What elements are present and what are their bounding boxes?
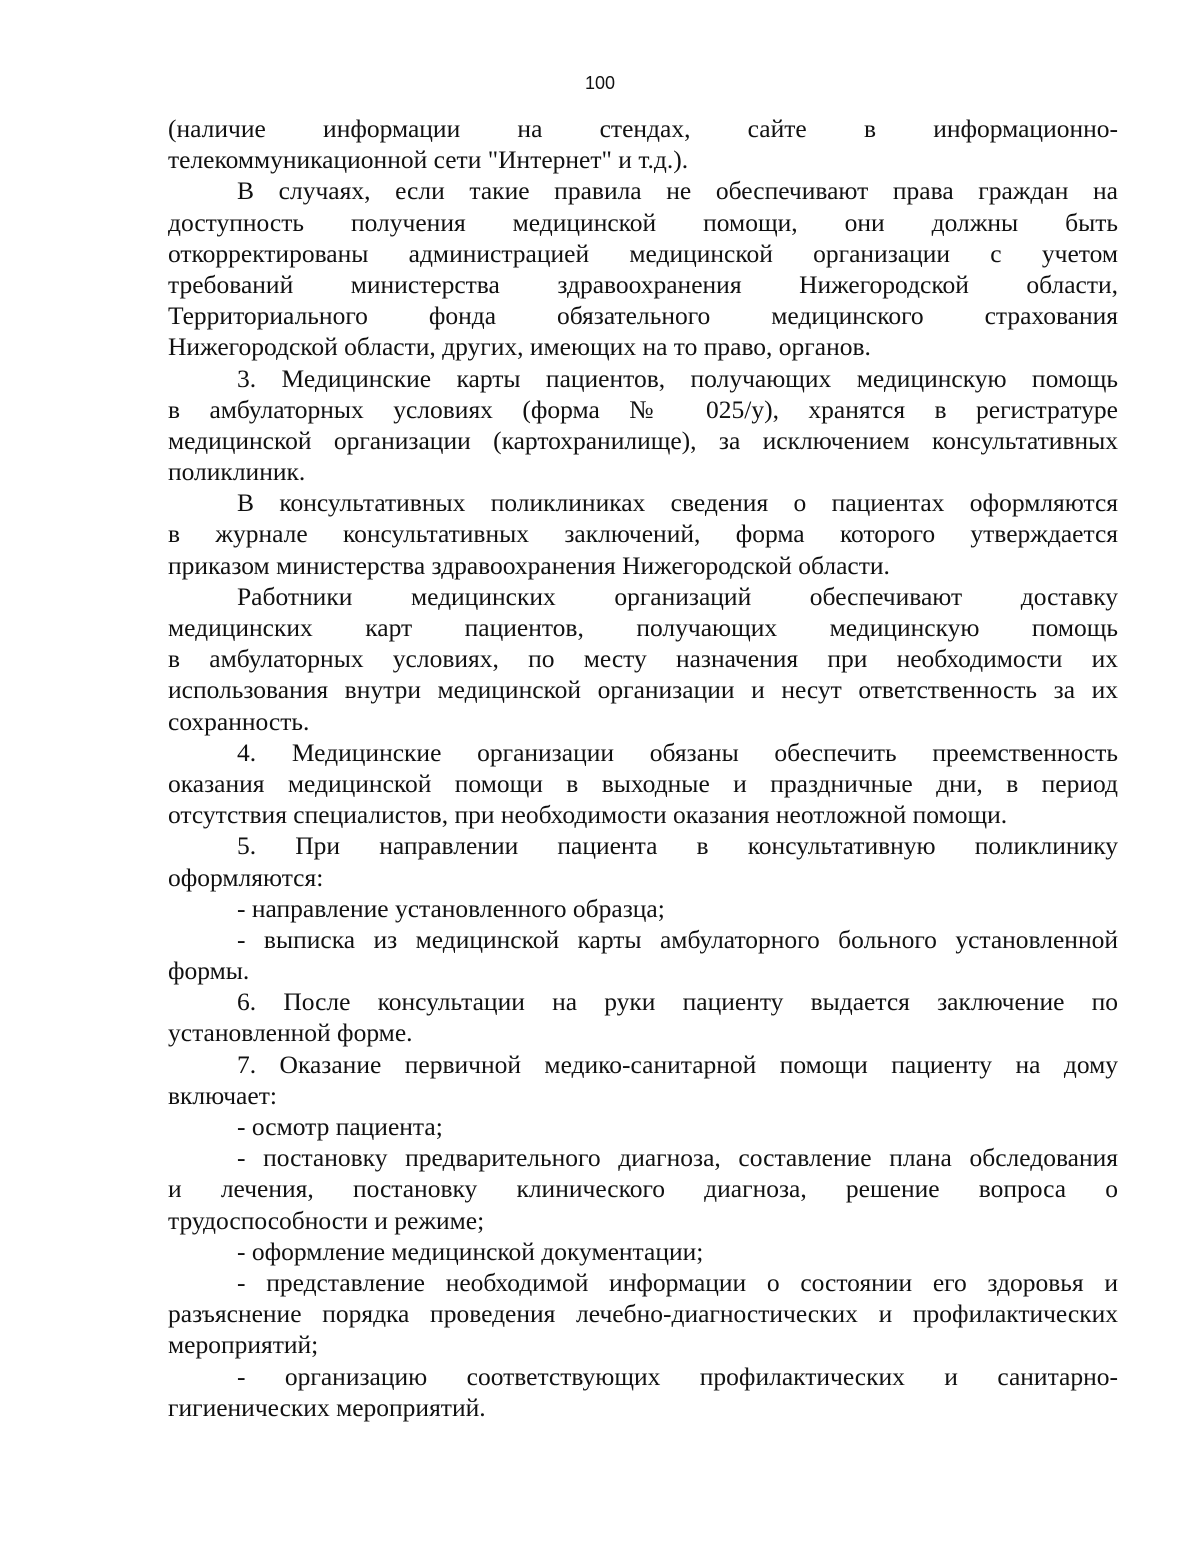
text-line: мероприятий; bbox=[168, 1330, 319, 1360]
text-line: Нижегородской области, других, имеющих на то право, органов. bbox=[168, 332, 871, 362]
text-line: сохранность. bbox=[168, 706, 310, 736]
text-line: оказания медицинской помощи в выходные и праздничные дни, в период bbox=[168, 768, 1118, 798]
text-line: доступность получения медицинской помощи, они должны быть bbox=[168, 207, 1118, 237]
text-line: использования внутри медицинской организации и несут ответственность за их bbox=[168, 675, 1118, 705]
text-line: требований министерства здравоохранения Нижегородской области, bbox=[168, 269, 1118, 299]
text-line: в журнале консультативных заключений, форма которого утверждается bbox=[168, 519, 1118, 549]
text-line: откорректированы администрацией медицинской организации с учетом bbox=[168, 238, 1118, 268]
text-line: Работники медицинских организаций обеспечивают доставку bbox=[237, 581, 1118, 611]
text-line: Территориального фонда обязательного медицинского страхования bbox=[168, 301, 1118, 331]
text-line: телекоммуникационной сети "Интернет" и т.д.). bbox=[168, 145, 689, 175]
text-line: - оформление медицинской документации; bbox=[237, 1236, 704, 1266]
text-line: (наличие информации на стендах, сайте в информационно- bbox=[168, 114, 1118, 143]
text-line: в амбулаторных условиях (форма № 025/у), хранятся в регистратуре bbox=[168, 394, 1118, 424]
text-line: поликлиник. bbox=[168, 457, 306, 487]
text-line: медицинских карт пациентов, получающих медицинскую помощь bbox=[168, 613, 1118, 642]
text-line: гигиенических мероприятий. bbox=[168, 1392, 486, 1422]
text-line: - представление необходимой информации о состоянии его здоровья и bbox=[237, 1267, 1118, 1297]
text-line: В случаях, если такие правила не обеспечивают права граждан на bbox=[237, 176, 1118, 206]
text-line: и лечения, постановку клинического диагноза, решение вопроса о bbox=[168, 1174, 1118, 1204]
text-line: отсутствия специалистов, при необходимости оказания неотложной помощи. bbox=[168, 800, 1008, 830]
text-line: формы. bbox=[168, 956, 250, 986]
text-line: трудоспособности и режиме; bbox=[168, 1205, 485, 1235]
text-line: разъяснение порядка проведения лечебно-диагностических и профилактических bbox=[168, 1299, 1118, 1329]
text-line: медицинской организации (картохранилище), за исключением консультативных bbox=[168, 425, 1118, 455]
page-number: 100 bbox=[584, 73, 616, 93]
text-line: 3. Медицинские карты пациентов, получающих медицинскую помощь bbox=[237, 363, 1118, 393]
text-line: 4. Медицинские организации обязаны обеспечить преемственность bbox=[237, 737, 1118, 767]
text-line: в амбулаторных условиях, по месту назначения при необходимости их bbox=[168, 644, 1118, 674]
text-line: - выписка из медицинской карты амбулаторного больного установленной bbox=[237, 924, 1118, 954]
text-line: 7. Оказание первичной медико-санитарной помощи пациенту на дому bbox=[237, 1049, 1118, 1079]
text-line: оформляются: bbox=[168, 862, 324, 892]
text-line: включает: bbox=[168, 1080, 277, 1110]
text-line: - организацию соответствующих профилактических и санитарно- bbox=[237, 1361, 1118, 1391]
text-line: 6. После консультации на руки пациенту выдается заключение по bbox=[237, 987, 1118, 1017]
text-line: приказом министерства здравоохранения Нижегородской области. bbox=[168, 550, 890, 580]
text-line: - постановку предварительного диагноза, составление плана обследования bbox=[237, 1143, 1118, 1173]
text-line: - осмотр пациента; bbox=[237, 1112, 443, 1141]
text-line: 5. При направлении пациента в консультативную поликлинику bbox=[237, 831, 1118, 861]
document-body bbox=[168, 113, 1118, 1423]
text-line: - направление установленного образца; bbox=[237, 893, 665, 923]
text-line: В консультативных поликлиниках сведения о пациентах оформляются bbox=[237, 488, 1118, 518]
text-line: установленной форме. bbox=[168, 1018, 413, 1048]
